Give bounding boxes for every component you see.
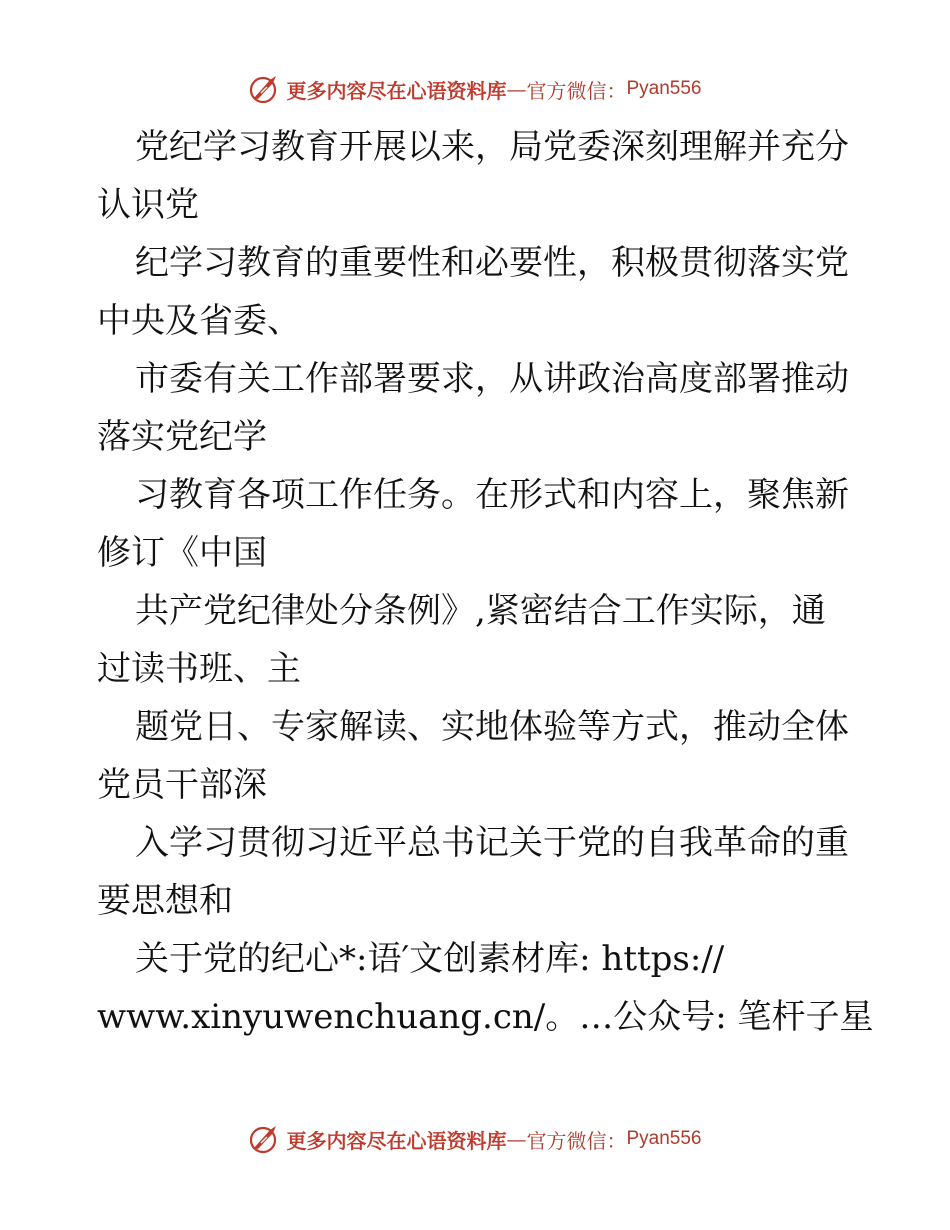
- text-line: 党纪学习教育开展以来，局党委深刻理解并充分: [135, 127, 849, 167]
- text-line: 关于党的纪心*:语′文创素材库: https://: [135, 939, 725, 979]
- banner-main-text: 更多内容尽在心语资料库: [286, 78, 507, 103]
- text-line: 落实党纪学: [97, 417, 267, 457]
- banner-separator: —: [506, 1127, 527, 1151]
- text-line: 共产党纪律处分条例》,紧密结合工作实际，通: [135, 591, 826, 631]
- header-banner: [0, 72, 950, 106]
- banner-label: 官方微信：: [526, 78, 627, 103]
- text-line: 要思想和: [97, 881, 233, 921]
- text-line: 过读书班、主: [97, 649, 301, 689]
- text-line: www.xinyuwenchuang.cn/。…公众号: 笔杆子星: [97, 997, 874, 1037]
- banner-wechat-id: Pyan556: [626, 78, 702, 99]
- text-line: 认识党: [97, 185, 199, 225]
- text-line: 入学习贯彻习近平总书记关于党的自我革命的重: [135, 823, 849, 863]
- text-line: 题党日、专家解读、实地体验等方式，推动全体: [135, 707, 849, 747]
- text-line: 党员干部深: [97, 765, 267, 805]
- banner-separator: —: [506, 77, 527, 101]
- footer-banner: [0, 1122, 950, 1156]
- quill-logo-icon: [248, 72, 282, 106]
- banner-wechat-id: Pyan556: [626, 1128, 702, 1149]
- text-line: 纪学习教育的重要性和必要性，积极贯彻落实党: [135, 243, 849, 283]
- banner-label: 官方微信：: [526, 1128, 627, 1153]
- text-line: 修订《中国: [97, 533, 267, 573]
- text-line: 习教育各项工作任务。在形式和内容上，聚焦新: [135, 475, 849, 515]
- quill-logo-icon: [248, 1122, 282, 1156]
- text-line: 市委有关工作部署要求，从讲政治高度部署推动: [135, 359, 849, 399]
- banner-main-text: 更多内容尽在心语资料库: [286, 1128, 507, 1153]
- text-line: 中央及省委、: [97, 301, 301, 341]
- document-body: [97, 118, 874, 1046]
